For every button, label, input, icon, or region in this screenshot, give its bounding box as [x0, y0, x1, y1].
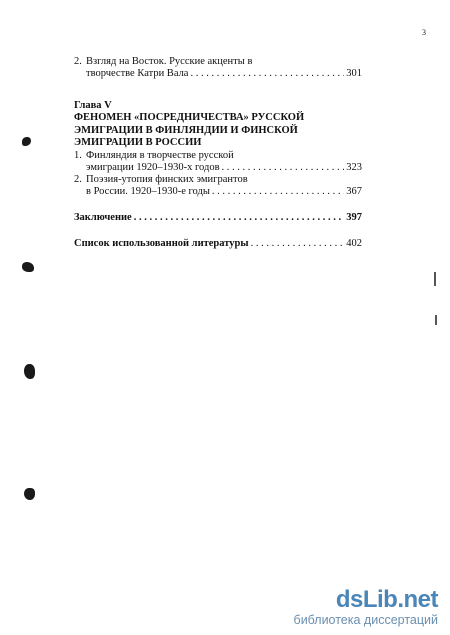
toc-entry-page: 323	[346, 161, 362, 173]
toc-entry-page: 397	[346, 211, 362, 223]
toc-entry-number: 2.	[74, 173, 82, 185]
toc-entry-conclusion[interactable]	[74, 212, 362, 224]
chapter-title-line3: ЭМИГРАЦИИ В РОССИИ	[74, 137, 202, 148]
toc-entry-title-line2: эмиграции 1920–1930-х годов	[86, 161, 220, 173]
watermark-subtitle: библиотека диссертаций	[293, 613, 438, 627]
dot-leader	[251, 238, 345, 250]
toc-entry-poetry-utopia[interactable]	[74, 174, 362, 198]
scan-artifact-blot	[22, 262, 34, 272]
chapter-label: Глава V	[74, 100, 112, 111]
scan-artifact-mark	[434, 272, 436, 286]
toc-entry-page: 402	[346, 237, 362, 249]
toc-entry-page: 301	[346, 68, 362, 79]
toc-entry-number: 1.	[74, 149, 82, 161]
dot-leader	[134, 212, 345, 224]
toc-entry-page: 367	[346, 185, 362, 197]
toc-entry-title-line1: Финляндия в творчестве русской	[86, 149, 234, 161]
page-number: 3	[422, 28, 426, 37]
toc-entry-title-line2: творчестве Катри Вала	[86, 68, 189, 79]
scan-artifact-blot	[22, 137, 31, 146]
toc-entry-vostok[interactable]	[74, 56, 362, 80]
toc-entry-finland[interactable]	[74, 150, 362, 174]
chapter-title-line2: ЭМИГРАЦИИ В ФИНЛЯНДИИ И ФИНСКОЙ	[74, 124, 298, 136]
chapter-title	[74, 112, 362, 150]
chapter-title-line1: ФЕНОМЕН «ПОСРЕДНИЧЕСТВА» РУССКОЙ	[74, 112, 305, 123]
scan-artifact-blot	[24, 364, 35, 379]
watermark-logo: dsLib.net	[335, 586, 438, 613]
toc-entry-title: Список использованной литературы	[74, 237, 249, 249]
toc-entry-title-line1: Взгляд на Восток. Русские акценты в	[86, 56, 253, 67]
watermark	[294, 587, 438, 627]
dot-leader	[222, 162, 345, 174]
dot-leader	[190, 68, 344, 80]
toc-entry-references[interactable]	[74, 238, 362, 250]
scan-artifact-mark	[435, 315, 437, 325]
toc-entry-number: 2.	[74, 56, 82, 67]
toc-entry-title-line1: Поэзия-утопия финских эмигрантов	[86, 173, 248, 185]
toc-entry-title-line2: в России. 1920–1930-е годы	[86, 185, 210, 197]
scan-artifact-blot	[24, 488, 35, 500]
toc-entry-title: Заключение	[74, 211, 132, 223]
dot-leader	[212, 186, 344, 198]
table-of-contents	[74, 56, 362, 250]
